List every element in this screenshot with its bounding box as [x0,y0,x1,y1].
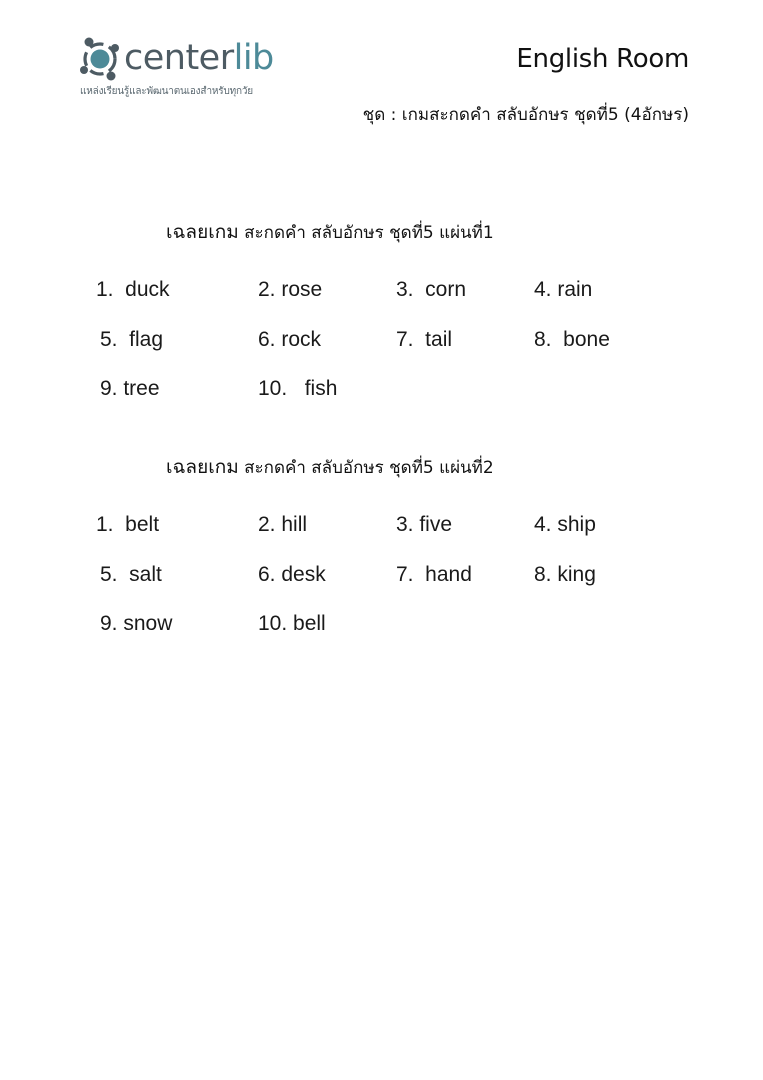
logo-tagline: แหล่งเรียนรู้และพัฒนาตนเองสำหรับทุกวัย [80,86,253,97]
sheet-1-heading [166,217,494,247]
answer-item: 7. hand [396,563,472,586]
page-title: English Room [516,44,689,74]
answer-item: 8. king [534,563,596,586]
answer-item: 1. duck [96,278,170,301]
answer-item: 10. bell [258,612,326,635]
logo-wordmark-accent: lib [233,38,274,78]
answer-item: 9. snow [100,612,173,635]
sheet-2-heading-lead: เฉลยเกม [166,456,239,478]
answer-item: 4. rain [534,278,593,301]
answer-item: 5. flag [100,328,164,351]
answer-item: 2. rose [258,278,323,301]
answer-item: 3. five [396,513,453,536]
answer-item: 7. tail [396,328,453,351]
sheet-1-heading-lead: เฉลยเกม [166,221,239,243]
answer-item: 4. ship [534,513,596,536]
sheet-2-heading-rest: สะกดคำ สลับอักษร ชุดที่5 แผ่นที่2 [238,458,494,478]
logo-wordmark [124,34,274,82]
answer-item: 5. salt [100,563,162,586]
centerlib-logo [78,34,298,100]
answer-item: 6. rock [258,328,322,351]
answer-item: 6. desk [258,563,326,586]
answer-item: 3. corn [396,278,467,301]
set-subtitle: ชุด : เกมสะกดคำ สลับอักษร ชุดที่5 (4อักษร) [362,105,689,125]
answer-item: 10. fish [258,377,338,400]
sheet-2-heading [166,452,494,482]
logo-wordmark-primary: center [124,38,234,78]
answer-item: 8. bone [534,328,610,351]
answer-item: 2. hill [258,513,308,536]
sheet-1-heading-rest: สะกดคำ สลับอักษร ชุดที่5 แผ่นที่1 [238,223,494,243]
answer-item: 1. belt [96,513,160,536]
network-logo-icon [78,36,124,82]
answer-item: 9. tree [100,377,160,400]
